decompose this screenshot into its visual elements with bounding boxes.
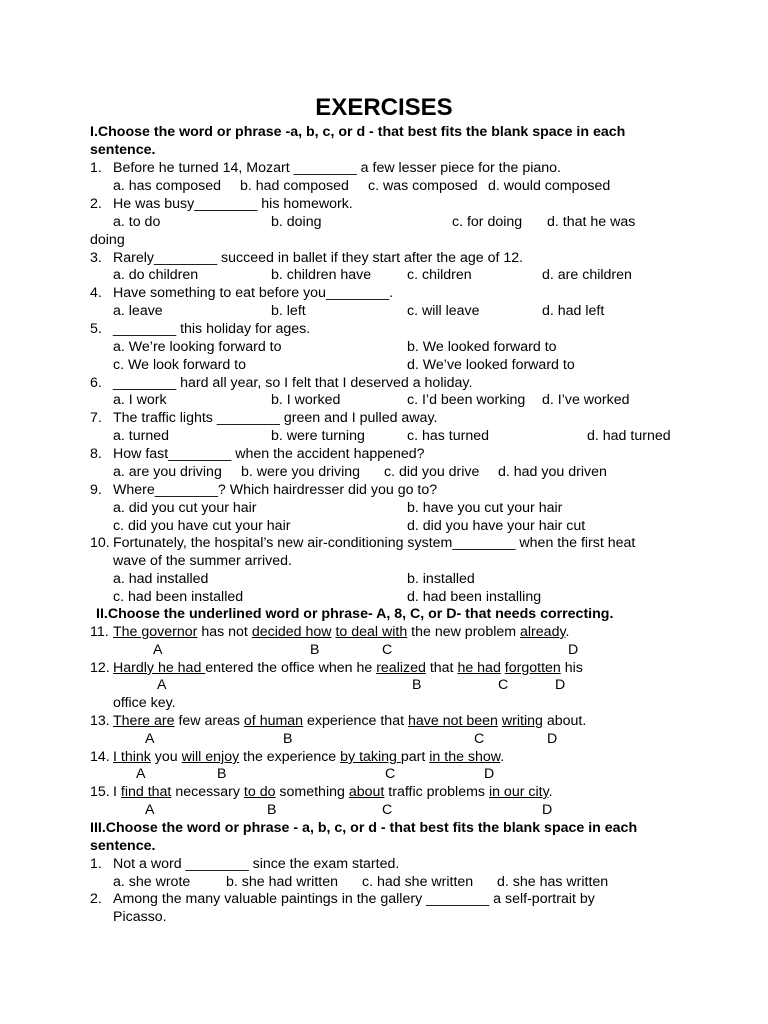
label-b: B [283,731,293,747]
question-number: 2. [90,196,102,212]
option-b: b. left [271,303,306,319]
question-number: 3. [90,250,102,266]
option-b: b. We looked forward to [407,339,557,355]
option-d: d. had you driven [498,464,607,480]
option-a: a. I work [113,392,167,408]
label-b: B [267,802,277,818]
option-b: b. installed [407,571,475,587]
underlined-d: forgotten [504,660,561,676]
option-b: b. I worked [271,392,341,408]
option-c: c. has turned [407,428,490,444]
label-d: D [555,677,566,693]
option-a: a. We’re looking forward to [113,339,282,355]
sentence-line: I think you will enjoy the experience by taking part in the show. [113,749,505,765]
question-text: ________ this holiday for ages. [113,321,311,337]
question-number: 6. [90,375,102,391]
label-d: D [568,642,579,658]
option-b: b. she had written [226,874,338,890]
question-text-cont: wave of the summer arrived. [113,553,292,569]
label-a: A [157,677,167,693]
option-b: b. had composed [240,178,349,194]
underlined-c: to deal with [335,624,408,640]
question-number: 9. [90,482,102,498]
question-number: 13. [90,713,110,729]
option-a: a. to do [113,214,161,230]
underlined-a: The governor [113,624,198,640]
question-number: 7. [90,410,102,426]
question-number: 14. [90,749,110,765]
sentence-line: There are few areas of human experience that have not been writing about. [113,713,587,729]
option-c: c. will leave [407,303,480,319]
option-a: a. had installed [113,571,209,587]
question-number: 8. [90,446,102,462]
option-b: b. were turning [271,428,365,444]
option-b: b. were you driving [241,464,361,480]
question-text: The traffic lights ________ green and I pulled away. [113,410,438,426]
underlined-d: in the show [429,749,501,765]
option-a: a. turned [113,428,170,444]
underlined-a: Hardly he had [113,660,206,676]
option-b: b. have you cut your hair [407,500,563,516]
option-c: c. did you drive [384,464,480,480]
option-c: c. We look forward to [113,357,246,373]
question-number: 12. [90,660,110,676]
option-c: c. was composed [368,178,478,194]
section-2-heading: II.Choose the underlined word or phrase- A, 8, C, or D- that needs correcting. [96,606,614,622]
option-c: c. did you have cut your hair [113,518,291,534]
page-title: EXERCISES [315,94,453,121]
option-a: a. she wrote [113,874,191,890]
question-number: 1. [90,160,102,176]
label-a: A [145,802,155,818]
label-c: C [498,677,509,693]
option-b: b. doing [271,214,322,230]
option-d: d. We’ve looked forward to [407,357,575,373]
option-a: a. are you driving [113,464,222,480]
underlined-a: I think [113,749,151,765]
label-b: B [217,766,227,782]
option-d-continued: doing [90,232,125,248]
sentence-line-cont: office key. [113,695,176,711]
underlined-b: realized [376,660,426,676]
label-c: C [382,802,393,818]
label-c: C [382,642,393,658]
underlined-b: decided how [251,624,332,640]
option-d: d. are children [542,267,632,283]
label-d: D [484,766,495,782]
label-b: B [310,642,320,658]
question-text: How fast________ when the accident happened? [113,446,425,462]
question-number: 4. [90,285,102,301]
question-text: Rarely________ succeed in ballet if they start after the age of 12. [113,250,524,266]
question-text: Among the many valuable paintings in the gallery ________ a self-portrait by [113,891,595,907]
label-a: A [136,766,146,782]
section-3-heading-cont: sentence. [90,838,156,854]
option-d: d. that he was [547,214,636,230]
underlined-c: about [348,784,385,800]
option-c: c. for doing [452,214,523,230]
question-text: Where________? Which hairdresser did you go to? [113,482,438,498]
option-a: a. has composed [113,178,222,194]
option-d: d. had turned [587,428,671,444]
option-c: c. children [407,267,472,283]
sentence-line: The governor has not decided how to deal with the new problem already. [113,624,570,640]
question-number: 5. [90,321,102,337]
question-text: He was busy________ his homework. [113,196,353,212]
label-a: A [153,642,163,658]
sentence-line: I find that necessary to do something about traffic problems in our city. [113,784,553,800]
question-text-cont: Picasso. [113,909,167,925]
option-c: c. had she written [362,874,474,890]
question-number: 15. [90,784,110,800]
option-d: d. did you have your hair cut [407,518,586,534]
label-d: D [542,802,553,818]
option-a: a. leave [113,303,163,319]
question-text: Have something to eat before you________. [113,285,394,301]
option-d: d. she has written [497,874,609,890]
underlined-c: by taking [340,749,401,765]
underlined-d: already [520,624,566,640]
label-a: A [145,731,155,747]
option-a: a. do children [113,267,199,283]
option-c: c. I’d been working [407,392,526,408]
underlined-d: in our city [488,784,549,800]
underlined-a: There are [113,713,175,729]
question-number: 10. [90,535,110,551]
question-text: ________ hard all year, so I felt that I deserved a holiday. [113,375,473,391]
label-c: C [474,731,485,747]
label-d: D [547,731,558,747]
section-1-heading-cont: sentence. [90,142,156,158]
option-c: c. had been installed [113,589,244,605]
option-d: d. would composed [488,178,611,194]
label-b: B [412,677,422,693]
underlined-b: of human [243,713,304,729]
option-b: b. children have [271,267,372,283]
underlined-d: writing [501,713,543,729]
underlined-b: will enjoy [181,749,240,765]
underlined-c: he had [457,660,501,676]
sentence-line: Hardly he had entered the office when he realized that he had forgotten his [113,660,583,676]
option-d: d. I’ve worked [542,392,630,408]
section-1-heading: I.Choose the word or phrase -a, b, c, or d - that best fits the blank space in each [90,124,626,140]
question-text: Not a word ________ since the exam started. [113,856,400,872]
underlined-c: have not been [407,713,498,729]
question-number: 2. [90,891,102,907]
underlined-b: to do [243,784,276,800]
question-number: 11. [90,624,109,640]
section-3-heading: III.Choose the word or phrase - a, b, c, or d - that best fits the blank space in each [90,820,638,836]
question-text: Before he turned 14, Mozart ________ a few lesser piece for the piano. [113,160,561,176]
question-text: Fortunately, the hospital’s new air-conditioning system________ when the first heat [113,535,636,551]
question-number: 1. [90,856,102,872]
option-a: a. did you cut your hair [113,500,257,516]
option-d: d. had been installing [407,589,542,605]
label-c: C [385,766,396,782]
underlined-a: find that [120,784,172,800]
option-d: d. had left [542,303,605,319]
